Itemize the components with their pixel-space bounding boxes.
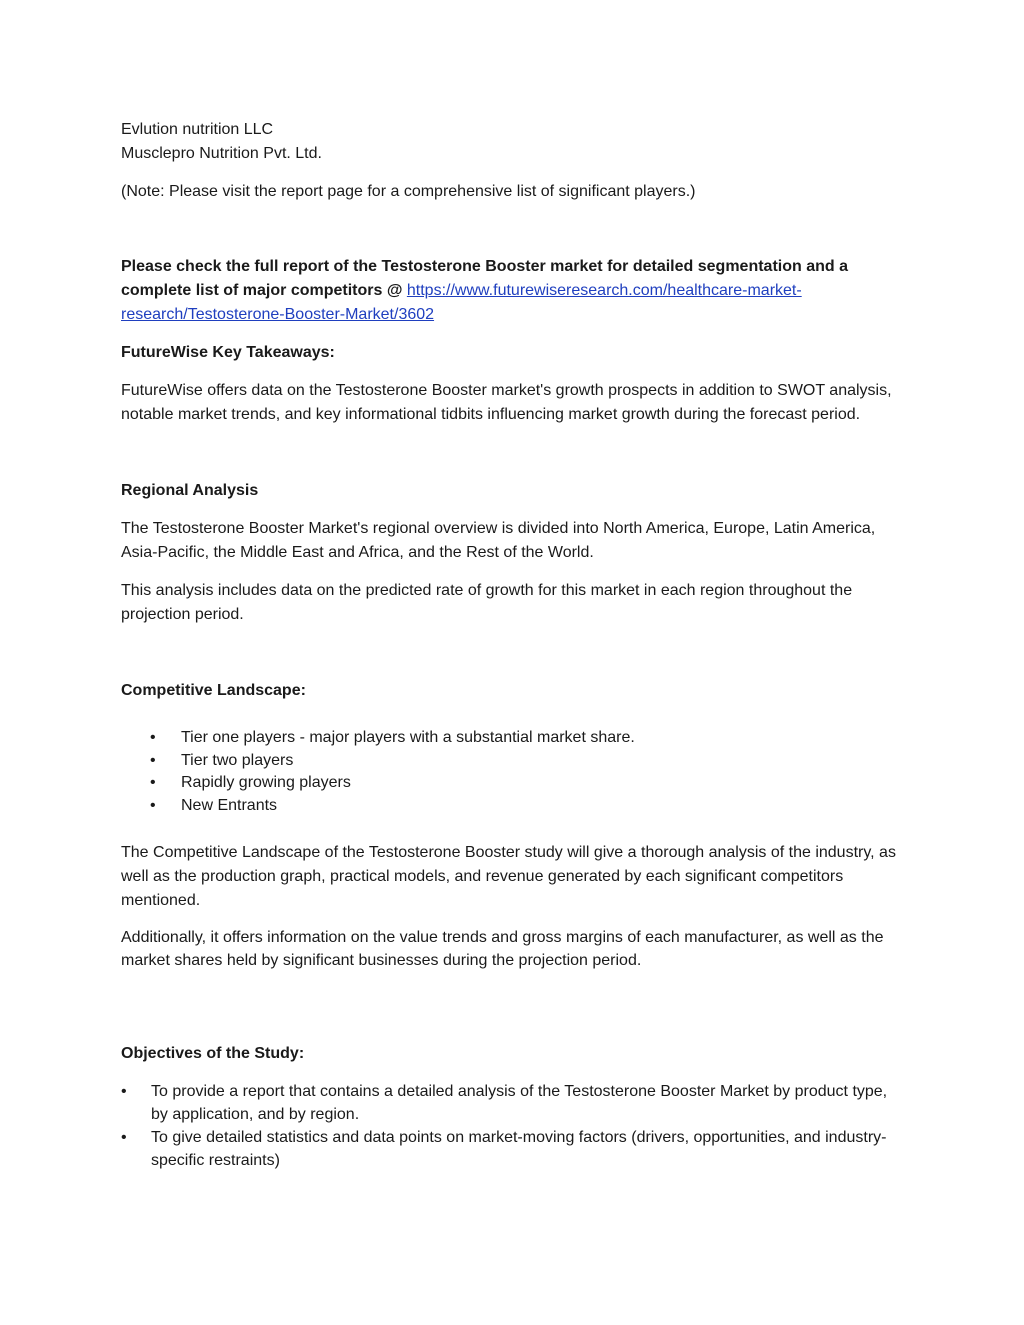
list-item xyxy=(121,727,906,750)
report-cta-text: Please check the full report of the Testosterone Booster market for detailed segmentation and a complete list of major competitors @ xyxy=(121,258,848,299)
objectives-list xyxy=(121,1080,906,1172)
list-item-text: To give detailed statistics and data points on market-moving factors (drivers, opportunities, and industry-specific restraints) xyxy=(151,1129,887,1169)
list-item xyxy=(121,772,906,795)
regional-paragraph: This analysis includes data on the predicted rate of growth for this market in each region throughout the projection period. xyxy=(121,582,853,623)
list-item-text: To provide a report that contains a detailed analysis of the Testosterone Booster Market by product type, by application, and by region. xyxy=(151,1083,888,1123)
report-link[interactable]: https://www.futurewiseresearch.com/healthcare-market-research/Testosterone-Booster-Market/3602 xyxy=(121,282,802,323)
list-item xyxy=(121,795,906,818)
bullet-icon: • xyxy=(150,796,156,814)
competitive-paragraph: Additionally, it offers information on the value trends and gross margins of each manufacturer, as well as the market shares held by significant businesses during the projection period. xyxy=(121,929,884,969)
bullet-icon: • xyxy=(121,1129,127,1146)
takeaways-heading: FutureWise Key Takeaways: xyxy=(121,344,335,361)
note-text: (Note: Please visit the report page for a comprehensive list of significant players.) xyxy=(121,183,696,200)
regional-heading: Regional Analysis xyxy=(121,482,259,499)
company-name: Musclepro Nutrition Pvt. Ltd. xyxy=(121,145,322,162)
list-item-text: Tier two players xyxy=(181,751,294,769)
document-page xyxy=(121,118,906,1172)
objectives-heading: Objectives of the Study: xyxy=(121,1045,305,1062)
list-item xyxy=(121,1126,906,1172)
bullet-icon: • xyxy=(150,751,156,769)
list-item xyxy=(121,1080,906,1126)
competitive-heading: Competitive Landscape: xyxy=(121,682,306,699)
company-name: Evlution nutrition LLC xyxy=(121,121,274,138)
report-cta xyxy=(121,255,906,327)
list-item-text: New Entrants xyxy=(181,796,278,814)
list-item xyxy=(121,750,906,773)
regional-paragraph: The Testosterone Booster Market's regional overview is divided into North America, Europe, Latin America, Asia-Pacific, the Middle East and Africa, and the Rest of the World. xyxy=(121,520,876,561)
bullet-icon: • xyxy=(121,1083,127,1100)
competitive-paragraph: The Competitive Landscape of the Testosterone Booster study will give a thorough analysis of the industry, as well as the production graph, practical models, and revenue generated by each significant competitors mentioned. xyxy=(121,844,896,909)
list-item-text: Rapidly growing players xyxy=(181,774,351,791)
bullet-icon: • xyxy=(150,774,156,791)
list-item-text: Tier one players - major players with a substantial market share. xyxy=(181,729,635,746)
bullet-icon: • xyxy=(150,729,156,746)
takeaways-body: FutureWise offers data on the Testosterone Booster market's growth prospects in addition to SWOT analysis, notable market trends, and key informational tidbits influencing market growth during the forecast period. xyxy=(121,382,892,423)
competitive-list xyxy=(121,727,906,817)
